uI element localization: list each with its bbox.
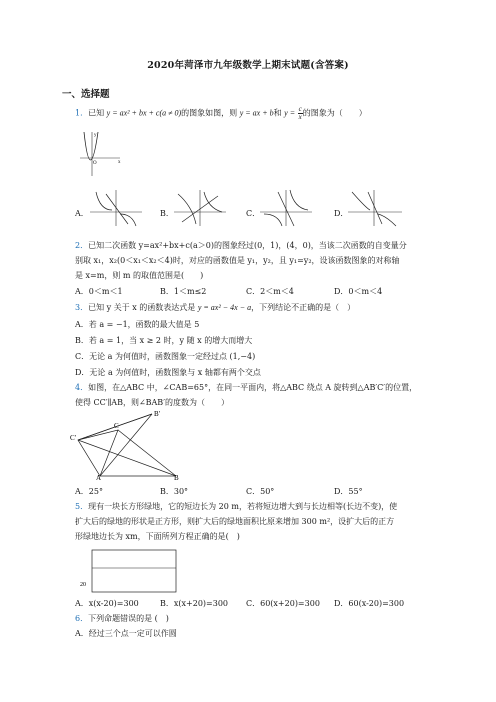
q1-option-c[interactable]: C． xyxy=(246,209,261,218)
q2-option-c[interactable]: C．2＜m＜4 xyxy=(246,287,294,296)
q3-option-a[interactable]: A．若 a = −1，函数的最大值是 5 xyxy=(75,320,200,329)
label-b-prime: B′ xyxy=(154,410,161,418)
label-a: A xyxy=(96,474,102,480)
q3-option-c[interactable]: C．无论 a 为何值时，函数图象一定经过点 (1,−4) xyxy=(75,352,256,361)
question-2-line-1: 2．已知二次函数 y=ax²+bx+c(a＞0)的图象经过(0，1)，(4，0)，当该二次函数的自变量分 xyxy=(75,241,407,250)
question-5-line-3: 形绿地边长为 xm，下面所列方程正确的是( ) xyxy=(75,532,240,541)
q2-option-d[interactable]: D．0＜m＜4 xyxy=(334,287,383,296)
question-4-line-2: 使得 CC′∥AB，则∠BAB′的度数为（ ） xyxy=(75,398,230,407)
question-3-stem: 3．已知 y 关于 x 的函数表达式是 y = ax² − 4x − a，下列结论不正确的是（ ） xyxy=(75,303,356,312)
q4-option-d[interactable]: D．55° xyxy=(334,487,363,496)
label-b: B xyxy=(174,474,179,480)
formula-linear: y = ax + b xyxy=(239,108,274,118)
q1-option-a[interactable]: A． xyxy=(75,209,89,218)
q4-option-c[interactable]: C．50° xyxy=(246,487,275,496)
q2-option-a[interactable]: A．0＜m＜1 xyxy=(75,287,123,296)
q5-option-b[interactable]: B．x(x+20)=300 xyxy=(160,599,228,608)
section-heading: 一、选择题 xyxy=(62,89,110,100)
question-2-line-3: 是 x=m，则 m 的取值范围是( ) xyxy=(75,271,204,280)
q5-option-d[interactable]: D．60(x-20)=300 xyxy=(334,599,405,608)
q6-option-a[interactable]: A．经过三个点一定可以作圆 xyxy=(75,629,177,638)
question-6-stem: 6．下列命题错误的是 ( ) xyxy=(75,614,169,623)
q1-option-b[interactable]: B． xyxy=(160,209,174,218)
rectangle-figure xyxy=(80,548,180,594)
label-c: C xyxy=(114,422,119,430)
q1-graph-b xyxy=(172,188,228,228)
formula-q3: y = ax² − 4x − a xyxy=(197,303,252,312)
q3-option-d[interactable]: D．无论 a 为何值时，函数图象与 x 轴都有两个交点 xyxy=(75,368,261,377)
triangle-rotation-figure xyxy=(70,410,190,480)
question-5-line-2: 扩大后的绿地的形状是正方形，则扩大后的绿地面积比原来增加 300 m²，设扩大后的正方 xyxy=(75,517,395,526)
label-c-prime: C′ xyxy=(70,434,77,442)
svg-text:O: O xyxy=(93,161,97,166)
q5-option-a[interactable]: A．x(x-20)=300 xyxy=(75,599,139,608)
formula-inverse: $\frac{c}{x}$ xyxy=(298,105,302,121)
q5-option-c[interactable]: C．60(x+20)=300 xyxy=(246,599,320,608)
page-title: 2020年菏泽市九年级数学上期末试题(含答案) xyxy=(147,60,349,71)
label-20: 20 xyxy=(80,582,86,588)
question-4-line-1: 4．如图，在△ABC 中，∠CAB=65°，在同一平面内，将△ABC 绕点 A 旋转到△AB′C′的位置， xyxy=(75,383,418,392)
formula-quadratic: y = ax² + bx + c(a ≠ 0) xyxy=(106,108,182,118)
svg-text:y: y xyxy=(94,133,97,138)
q1-option-d[interactable]: D． xyxy=(334,209,349,218)
svg-text:x: x xyxy=(118,160,121,165)
question-2-line-2: 别取 x₁，x₂(0＜x₁＜x₂＜4)时，对应的函数值是 y₁，y₂，且 y₁=y₂，设该函数图象的对称轴 xyxy=(75,256,400,265)
q1-graph-a xyxy=(88,188,144,228)
parabola-figure xyxy=(80,128,124,178)
q3-option-b[interactable]: B．若 a = 1，当 x ≥ 2 时，y 随 x 的增大而增大 xyxy=(75,336,253,345)
question-5-line-1: 5．现有一块长方形绿地，它的短边长为 20 m，若将短边增大到与长边相等(长边不变)，使 xyxy=(75,502,398,511)
q1-graph-d xyxy=(346,188,404,228)
q4-option-a[interactable]: A．25° xyxy=(75,487,103,496)
q2-option-b[interactable]: B．1＜m≤2 xyxy=(160,287,207,296)
q1-graph-c xyxy=(258,188,314,228)
q4-option-b[interactable]: B．30° xyxy=(160,487,189,496)
question-1-stem: 1．已知 y = ax² + bx + c(a ≠ 0)的图象如图，则 y = ax + b和 y = $\frac{c}{x}$的图象为（ ） xyxy=(75,105,367,121)
